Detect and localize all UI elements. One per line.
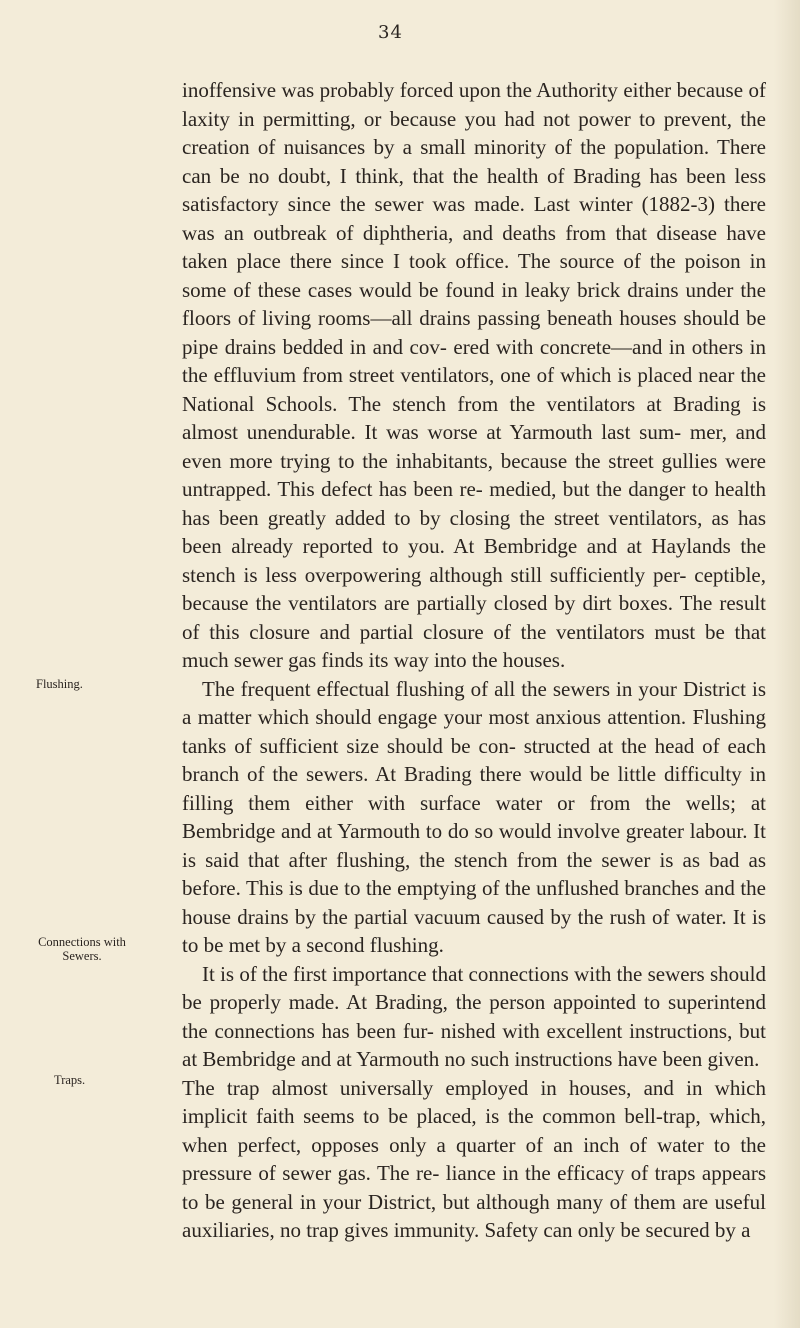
paragraph-ventilators: inoffensive was probably forced upon the Authority either because of laxity in permitting, or because you had not power to prevent, the creation of nuisances by a small minority of the population. There can be no doubt, I think, that the health of Brading has been less satisfactory since the sewer was made. Last winter (1882-3) there was an outbreak of diphtheria, and deaths from that disease have taken place there since I took office. The source of the poison in some of these cases would be found in leaky brick drains under the floors of living rooms—all drains passing beneath houses should be pipe drains bedded in and cov- ered with concrete—and in others in the effluvium from street ventilators, one of which is placed near the National Schools. The stench from the ventilators at Brading is almost unendurable. It was worse at Yarmouth last sum- mer, and even more trying to the inhabitants, because the street gullies were untrapped. This defect has been re- medied, but the danger to health has been greatly added to by closing the street ventilators, as has been already reported to you. At Bembridge and at Haylands the stench is less overpowering although still sufficiently per- ceptible, because the ventilators are partially closed by dirt boxes. The result of this closure and partial closure of the ventilators must be that much sewer gas finds its way into the houses. — [182, 78, 766, 672]
page-number: 34 — [378, 22, 403, 43]
paragraph-flushing: The frequent effectual flushing of all the sewers in your District is a matter which should engage your most anxious attention. Flushing tanks of sufficient size should be con- structed at the head of each branch of the sewers. At Brading there would be little difficulty in filling them either with surface water or from the wells; at Bembridge and at Yarmouth to do so would involve greater labour. It is said that after flushing, the stench from the sewer is as bad as before. This is due to the emptying of the unflushed branches and the house drains by the partial vacuum caused by the rush of water. It is to be met by a second flushing. — [182, 676, 766, 957]
page-edge-shadow — [774, 0, 800, 1328]
margin-note-flushing: Flushing. — [36, 677, 83, 691]
paragraph-connections: It is of the first importance that connections with the sewers should be properly made. At Brading, the person appointed to superintend the connections has been fur- nished with excellent instructions, but at Bembridge and at Yarmouth no such instructions have been given. — [182, 961, 766, 1071]
body-text — [182, 76, 766, 1245]
margin-note-connections: Connections with Sewers. — [38, 935, 126, 963]
margin-note-traps: Traps. — [54, 1073, 86, 1087]
paragraph-traps: The trap almost universally employed in houses, and in which implicit faith seems to be placed, is the common bell-trap, which, when perfect, opposes only a quarter of an inch of water to the pressure of sewer gas. The re- liance in the efficacy of traps appears to be general in your District, but although many of them are useful auxiliaries, no trap gives immunity. Safety can only be secured by a — [182, 1075, 766, 1242]
